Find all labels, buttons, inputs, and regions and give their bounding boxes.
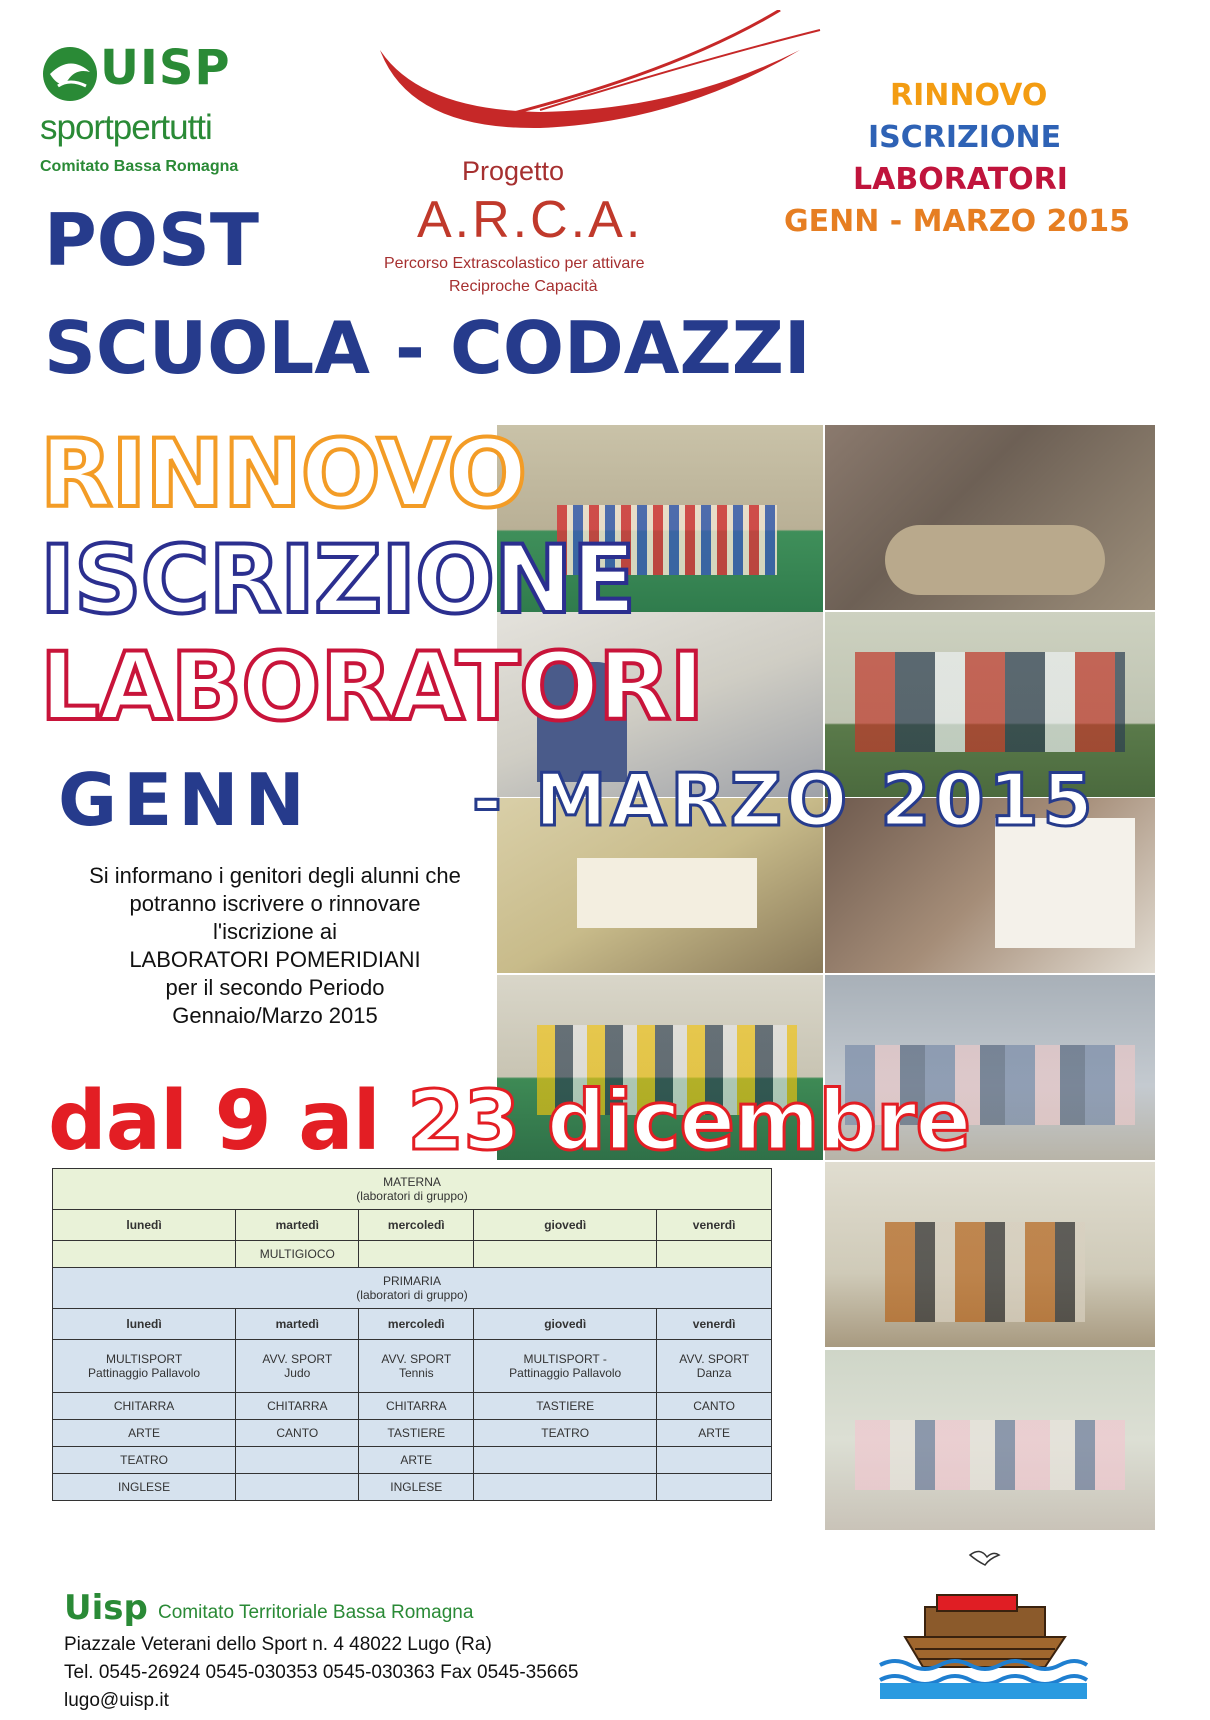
- dates-end: 23 dicembre: [407, 1074, 971, 1169]
- table-row: [53, 1474, 772, 1501]
- table-cell: [236, 1340, 359, 1393]
- corner-registration: ISCRIZIONE: [868, 120, 1062, 155]
- day-header: giovedì: [474, 1210, 657, 1241]
- table-cell: CHITARRA: [236, 1393, 359, 1420]
- corner-labs: LABORATORI: [853, 162, 1068, 197]
- info-line: LABORATORI POMERIDIANI: [129, 947, 421, 972]
- day-header: venerdì: [657, 1210, 772, 1241]
- cell-line: Tennis: [398, 1366, 434, 1380]
- table-cell: [657, 1340, 772, 1393]
- cell-line: Pattinaggio Pallavolo: [509, 1366, 622, 1380]
- uisp-globe-icon: [40, 44, 100, 104]
- info-paragraph: [10, 862, 540, 1030]
- materna-title: MATERNA: [383, 1175, 441, 1189]
- table-cell: [657, 1474, 772, 1501]
- materna-subtitle: (laboratori di gruppo): [356, 1189, 468, 1203]
- arca-name: A.R.C.A.: [417, 191, 644, 249]
- materna-header: [53, 1169, 772, 1210]
- table-row: [53, 1447, 772, 1474]
- dance-class-photo: [825, 1350, 1155, 1530]
- table-cell: TEATRO: [53, 1447, 236, 1474]
- footer-committee: Comitato Territoriale Bassa Romagna: [158, 1602, 474, 1623]
- cell-line: MULTISPORT: [105, 1352, 183, 1366]
- info-line: potranno iscrivere o rinnovare: [129, 891, 421, 916]
- table-cell: CHITARRA: [53, 1393, 236, 1420]
- table-activity-photo: [825, 425, 1155, 610]
- table-cell: ARTE: [359, 1447, 474, 1474]
- schedule-table: [52, 1168, 772, 1501]
- materna-days-row: [53, 1210, 772, 1241]
- table-cell: CHITARRA: [359, 1393, 474, 1420]
- table-cell: [474, 1340, 657, 1393]
- table-cell: [236, 1447, 359, 1474]
- day-header: martedì: [236, 1309, 359, 1340]
- table-row: [53, 1393, 772, 1420]
- table-cell: [657, 1241, 772, 1268]
- uisp-committee: Comitato Bassa Romagna: [40, 158, 239, 175]
- day-header: lunedì: [53, 1309, 236, 1340]
- table-cell: ARTE: [53, 1420, 236, 1447]
- table-row: [53, 1241, 772, 1268]
- table-cell: CANTO: [657, 1393, 772, 1420]
- table-cell: [53, 1241, 236, 1268]
- day-header: venerdì: [657, 1309, 772, 1340]
- info-line: per il secondo Periodo: [165, 975, 385, 1000]
- cell-line: Pattinaggio Pallavolo: [88, 1366, 201, 1380]
- table-cell: [474, 1474, 657, 1501]
- table-cell: ARTE: [657, 1420, 772, 1447]
- table-cell: [236, 1474, 359, 1501]
- table-cell: [657, 1447, 772, 1474]
- table-cell: TEATRO: [474, 1420, 657, 1447]
- primaria-header: [53, 1268, 772, 1309]
- dates-start: dal 9 al: [48, 1074, 408, 1169]
- table-cell: TASTIERE: [474, 1393, 657, 1420]
- title-renewal: RINNOVO: [40, 420, 527, 529]
- table-cell: CANTO: [236, 1420, 359, 1447]
- title-period-start: GENN: [58, 758, 311, 842]
- cell-line: AVV. SPORT: [381, 1352, 452, 1366]
- day-header: martedì: [236, 1210, 359, 1241]
- primaria-title: PRIMARIA: [382, 1274, 441, 1288]
- arca-pre: Progetto: [462, 156, 565, 186]
- info-line: l'iscrizione ai: [212, 919, 338, 944]
- arca-tagline-1: Percorso Extrascolastico per attivare: [384, 255, 645, 272]
- ark-icon: [875, 1545, 1090, 1705]
- cell-line: Judo: [284, 1366, 311, 1380]
- cell-line: AVV. SPORT: [679, 1352, 750, 1366]
- title-period-end: - MARZO 2015: [472, 758, 1097, 842]
- day-header: giovedì: [474, 1309, 657, 1340]
- info-line: Gennaio/Marzo 2015: [172, 1003, 378, 1028]
- registration-dates: [48, 1074, 970, 1169]
- table-cell: [53, 1340, 236, 1393]
- day-header: lunedì: [53, 1210, 236, 1241]
- guitar-class-photo: [825, 1162, 1155, 1347]
- title-registration: ISCRIZIONE: [40, 526, 635, 635]
- footer-address: Piazzale Veterani dello Sport n. 4 48022 Lugo (Ra): [64, 1634, 492, 1655]
- day-header: mercoledì: [359, 1210, 474, 1241]
- arca-swoosh-icon: [380, 10, 840, 140]
- table-cell: TASTIERE: [359, 1420, 474, 1447]
- footer-phones: Tel. 0545-26924 0545-030353 0545-030363 Fax 0545-35665: [64, 1662, 579, 1683]
- info-line: Si informano i genitori degli alunni che: [89, 863, 461, 888]
- footer-email: lugo@uisp.it: [64, 1690, 169, 1711]
- arca-tagline-2: Reciproche Capacità: [449, 278, 598, 295]
- materna-header-row: [53, 1169, 772, 1210]
- footer-brand: Uisp: [64, 1588, 148, 1628]
- title-post: POST: [44, 198, 259, 282]
- uisp-slogan: sportpertutti: [40, 108, 212, 147]
- uisp-brand: UISP: [100, 40, 231, 96]
- table-cell: [474, 1447, 657, 1474]
- cell-line: MULTISPORT -: [523, 1352, 607, 1366]
- corner-renewal: RINNOVO: [890, 78, 1048, 113]
- cell-line: Danza: [696, 1366, 732, 1380]
- primaria-days-row: [53, 1309, 772, 1340]
- title-school: SCUOLA - CODAZZI: [44, 306, 811, 390]
- cell-line: AVV. SPORT: [262, 1352, 333, 1366]
- day-header: mercoledì: [359, 1309, 474, 1340]
- primaria-subtitle: (laboratori di gruppo): [356, 1288, 468, 1302]
- table-row: [53, 1340, 772, 1393]
- table-cell: MULTIGIOCO: [236, 1241, 359, 1268]
- table-row: [53, 1420, 772, 1447]
- title-labs: LABORATORI: [40, 633, 704, 742]
- table-cell: [359, 1241, 474, 1268]
- primaria-header-row: [53, 1268, 772, 1309]
- table-cell: INGLESE: [53, 1474, 236, 1501]
- table-cell: INGLESE: [359, 1474, 474, 1501]
- table-cell: [474, 1241, 657, 1268]
- table-cell: [359, 1340, 474, 1393]
- corner-period: GENN - MARZO 2015: [784, 204, 1131, 239]
